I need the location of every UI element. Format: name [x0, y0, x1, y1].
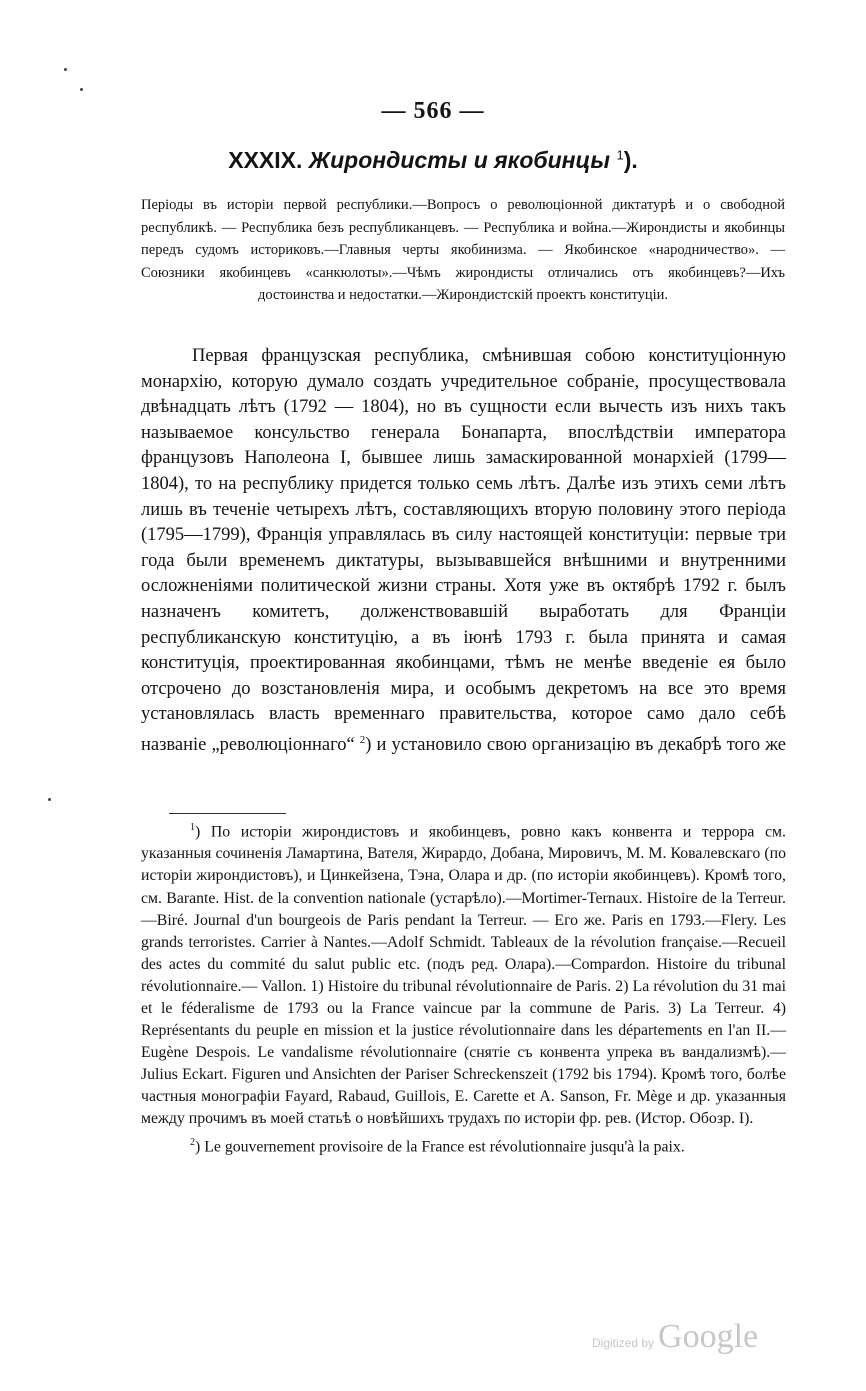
body-text-main: Первая французская республика, смѣнившая собою конституціонную монархію, которую думало создать учредительное собраніе, просуществовала двѣнадцать лѣтъ (1792 — 1804), но въ сущности если вычесть изъ нихъ такъ называемое консульство генерала Бонапарта, впослѣдствіи императора французовъ Наполеона I, бывшее лишь замаскированной монархіей (1799—1804), то на республику придется только семь лѣтъ. Далѣе изъ этихъ семи лѣтъ лишь въ теченіе четырехъ лѣтъ, составляющихъ вторую половину этого періода (1795—1799), Франція управлялась въ силу настоящей конституціи: первые три года были временемъ диктатуры, вызывавшейся внѣшними и внутренними осложненіями политической жизни страны. Хотя уже въ октябрѣ 1792 г. былъ назначенъ комитетъ, долженствовавшій выработать для Франціи республиканскую конституцію, а въ іюнѣ 1793 г. была принята и самая конституція, проектированная якобинцами, тѣмъ не менѣе введеніе ея было отсрочено до возстановленія мира, и особымъ декретомъ на все это время установлялась власть временнаго правительства, которое само дало себѣ названіе „революціоннаго“	[141, 346, 786, 756]
footnote-marker: 1	[190, 822, 195, 833]
footnote-divider	[169, 813, 286, 814]
footnote-2	[141, 1132, 786, 1158]
chapter-summary: Періоды въ исторіи первой республики.—Вопросъ о революціонной диктатурѣ и о свободной республикѣ. — Республика безъ республиканцевъ. — Республика и война.—Жирондисты и якобинцы передъ судомъ историковъ.—Главныя черты якобинизма. — Якобинское «народничество». — Союзники якобинцевъ «санкюлоты».—Чѣмъ жирондисты отличались отъ якобинцевъ?—Ихъ достоинства и недостатки.—Жирондистскій проектъ конституціи.	[141, 197, 785, 303]
page-number: — 566 —	[381, 98, 485, 124]
page-speck	[80, 88, 83, 91]
body-note-ref[interactable]: 2	[359, 733, 366, 746]
chapter-note-ref[interactable]: 1	[616, 147, 624, 163]
footnote-marker: 2	[190, 1136, 195, 1148]
chapter-name: Жирондисты и якобинцы	[308, 147, 611, 173]
footnote-text: ) Le gouvernement provisoire de la France est révolutionnaire jusqu'à la paix.	[195, 1137, 685, 1155]
page-speck	[64, 68, 67, 71]
digitized-by-label: Digitized by	[592, 1336, 655, 1350]
chapter-title-suffix: ).	[623, 147, 638, 173]
chapter-title	[0, 147, 866, 174]
google-logo: Google	[658, 1318, 759, 1355]
body-text-tail: ) и установило свою организацію въ декабрѣ того же	[365, 735, 787, 756]
google-watermark	[592, 1318, 758, 1358]
body-paragraph	[141, 344, 786, 759]
footnote-1	[141, 817, 786, 1131]
page-speck	[48, 798, 51, 801]
chapter-number: XXXIX.	[228, 147, 303, 173]
footnote-text: ) По исторіи жирондистовъ и якобинцевъ, ровно какъ конвента и террора см. указанныя сочиненія Ламартина, Вателя, Жирардо, Добана, Мировичъ, М. М. Ковалевскаго (по исторіи жирондистовъ), и Цинкейзена, Тэна, Олара и др. (по исторіи якобинцевъ). Кромѣ того, см. Barante. Hist. de la convention nationale (устарѣло).—Mortimer-Ternaux. Histoire de la Terreur.—Biré. Journal d'un bourgeois de Paris pendant la Terreur. — Его же. Paris en 1793.—Flery. Les grands terroristes. Carrier à Nantes.—Adolf Schmidt. Tableaux de la révolution française.—Recueil des actes du commité du salut public etc. (подъ ред. Олара).—Compardon. Histoire du tribunal révolutionnaire.— Vallon. 1) Histoire du tribunal révolutionnaire de Paris. 2) La révolution du 31 mai et le féderalisme de 1793 ou la France vaincue par la commune de Paris. 3) La Terreur. 4) Représentants du peuple en mission et la justice révolutionnaire dans les départements en l'an II.—Eugène Despois. Le vandalisme révolutionnaire (снятіе съ конвента упрека въ вандализмѣ).—Julius Eckart. Figuren und Ansichten der Pariser Schreckenszeit (1792 bis 1794). Кромѣ того, болѣе частныя монографіи Fayard, Rabaud, Guillois, E. Carette et A. Sanson, Fr. Mège и др. указанныя между прочимъ въ моей статьѣ о новѣйшихъ трудахъ по исторіи фр. рев. (Истор. Обозр. I).	[141, 823, 786, 1128]
footnotes	[141, 817, 786, 1158]
